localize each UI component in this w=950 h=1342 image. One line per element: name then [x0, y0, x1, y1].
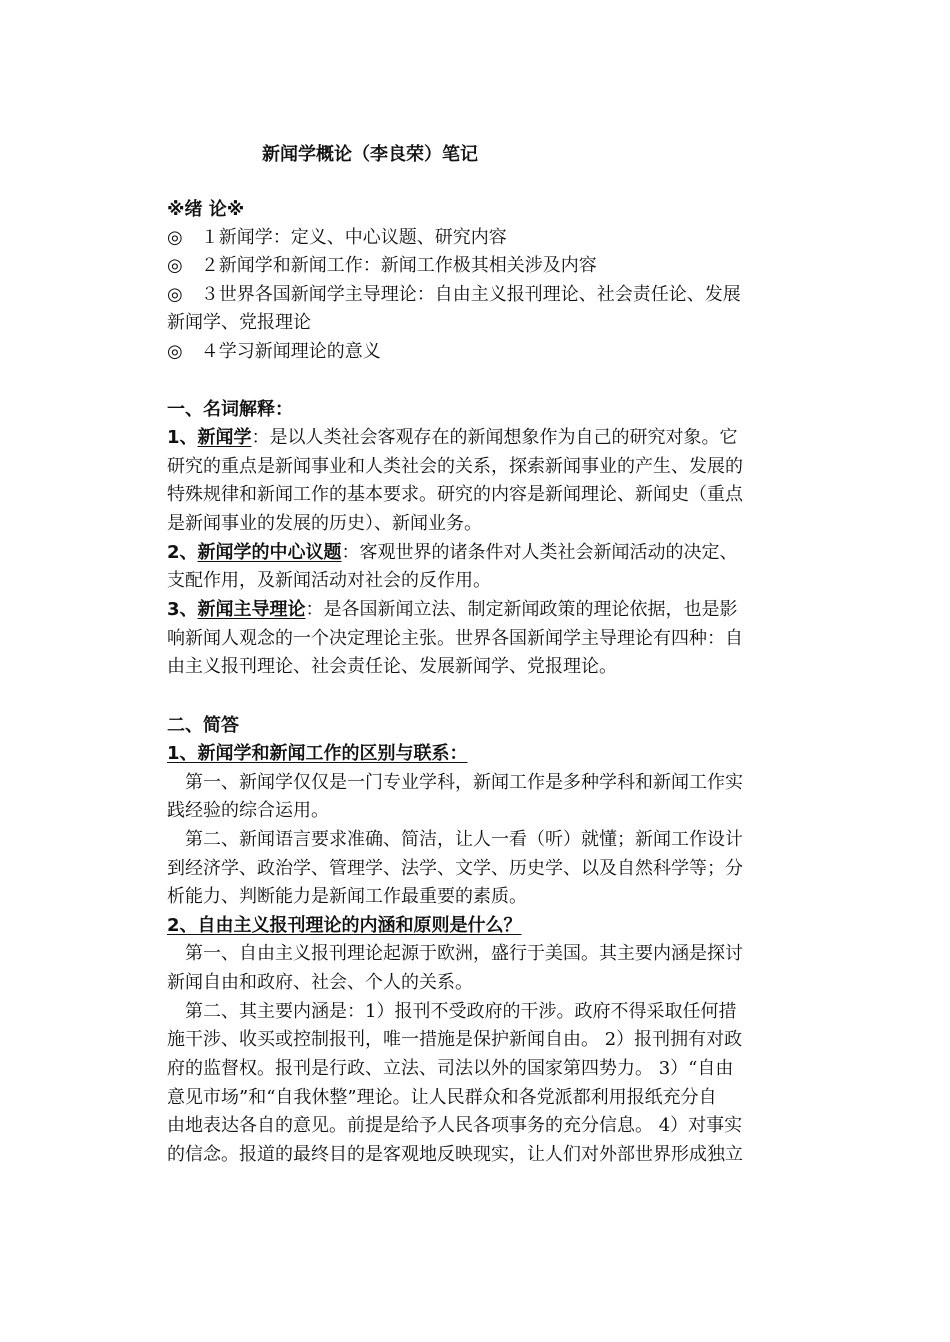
- term-definition-line: 由主义报刊理论、社会责任论、发展新闻学、党报理论。: [167, 656, 617, 677]
- answer-line: 府的监督权。报刊是行政、立法、司法以外的国家第四势力。 3）“自由: [167, 1058, 734, 1079]
- answer-line: 第二、新闻语言要求准确、简洁，让人一看（听）就懂；新闻工作设计: [167, 829, 743, 850]
- answer-line: 第一、自由主义报刊理论起源于欧洲，盛行于美国。其主要内涵是探讨: [167, 943, 743, 964]
- answer-line: 由地表达各自的意见。前提是给予人民各项事务的充分信息。 4）对事实: [167, 1115, 743, 1136]
- term-definition-line: 是新闻事业的发展的历史）、新闻业务。: [167, 513, 482, 534]
- answer-line: 新闻自由和政府、社会、个人的关系。: [167, 972, 473, 993]
- answer-line: 施干涉、收买或控制报刊，唯一措施是保护新闻自由。 2）报刊拥有对政: [167, 1029, 743, 1050]
- answer-line: 践经验的综合运用。: [167, 800, 329, 821]
- answer-line: 第一、新闻学仅仅是一门专业学科，新闻工作是多种学科和新闻工作实: [167, 772, 743, 793]
- answer-line: 的信念。报道的最终目的是客观地反映现实，让人们对外部世界形成独立: [167, 1144, 743, 1165]
- intro-heading: ※绪 论※: [167, 199, 245, 220]
- term-name: 新闻主导理论: [197, 599, 306, 620]
- intro-item: ◎ ２新闻学和新闻工作：新闻工作极其相关涉及内容: [167, 255, 597, 276]
- term-text: ：是以人类社会客观存在的新闻想象作为自己的研究对象。它: [251, 427, 738, 448]
- section2-heading: 二、简答: [167, 715, 239, 736]
- term-definition-line: 特殊规律和新闻工作的基本要求。研究的内容是新闻理论、新闻史（重点: [167, 484, 743, 505]
- term-definition-line: [167, 424, 738, 452]
- answer-line: 意见市场”和“自我休整”理论。让人民群众和各党派都利用报纸充分自: [167, 1087, 717, 1108]
- term-definition-line: 支配作用，及新闻活动对社会的反作用。: [167, 570, 491, 591]
- term-definition-line: 研究的重点是新闻事业和人类社会的关系，探索新闻事业的产生、发展的: [167, 456, 743, 477]
- term-text: ：客观世界的诸条件对人类社会新闻活动的决定、: [341, 542, 738, 563]
- answer-line: 到经济学、政治学、管理学、法学、文学、历史学、以及自然科学等；分: [167, 858, 743, 879]
- term-name: 新闻学的中心议题: [197, 542, 342, 563]
- term-name: 新闻学: [197, 427, 252, 448]
- term-number: 2、: [167, 542, 198, 563]
- section1-heading: 一、名词解释：: [167, 399, 293, 420]
- term-number: 1、: [167, 427, 198, 448]
- answer-line: 析能力、判断能力是新闻工作最重要的素质。: [167, 886, 527, 907]
- answer-line: 第二、其主要内涵是：1）报刊不受政府的干涉。政府不得采取任何措: [167, 1001, 737, 1022]
- intro-item: ◎ ３世界各国新闻学主导理论：自由主义报刊理论、社会责任论、发展: [167, 284, 741, 305]
- intro-item: ◎ ４学习新闻理论的意义: [167, 341, 381, 362]
- question-heading: 1、新闻学和新闻工作的区别与联系：: [167, 743, 468, 764]
- term-text: ：是各国新闻立法、制定新闻政策的理论依据，也是影: [305, 599, 738, 620]
- question-heading: 2、自由主义报刊理论的内涵和原则是什么？: [167, 915, 522, 936]
- intro-item: 新闻学、党报理论: [167, 312, 311, 333]
- term-number: 3、: [167, 599, 198, 620]
- document-title: 新闻学概论（李良荣）笔记: [262, 144, 478, 165]
- term-definition-line: [167, 539, 738, 567]
- term-definition-line: 响新闻人观念的一个决定理论主张。世界各国新闻学主导理论有四种：自: [167, 628, 743, 649]
- intro-item: ◎ １新闻学：定义、中心议题、研究内容: [167, 227, 507, 248]
- term-definition-line: [167, 596, 738, 624]
